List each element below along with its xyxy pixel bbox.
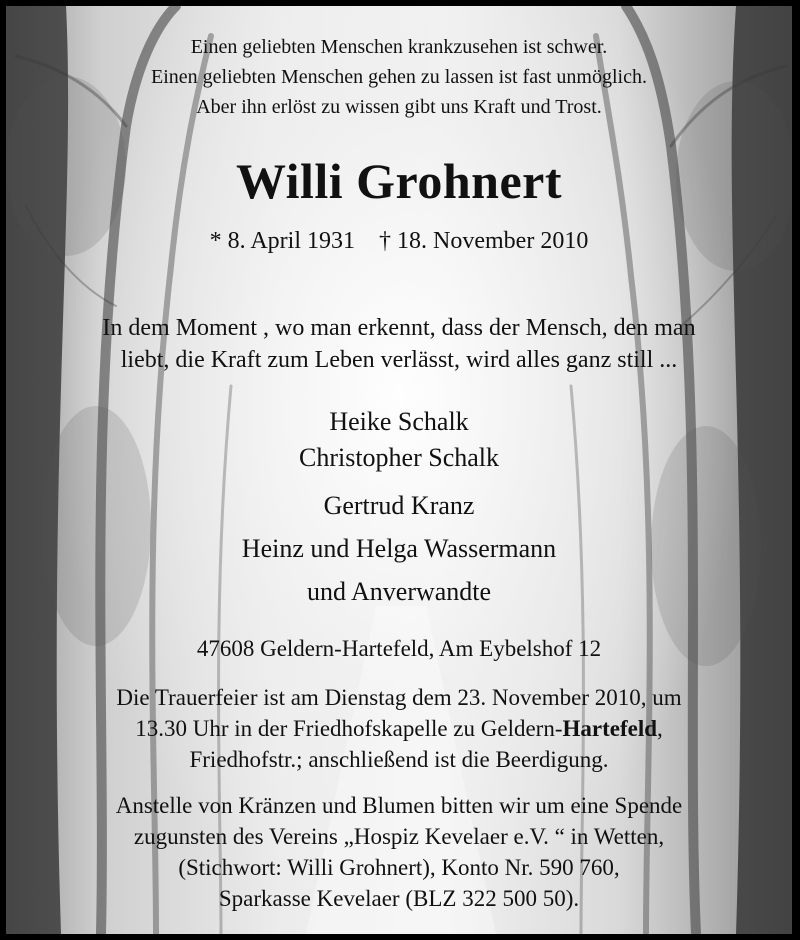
service-line: Friedhofstr.; anschließend ist die Beerdigung. xyxy=(189,747,609,772)
mourner: und Anverwandte xyxy=(306,577,492,606)
service-line: Die Trauerfeier ist am Dienstag dem 23. November 2010, um xyxy=(116,685,682,710)
mourner: Gertrud Kranz xyxy=(323,491,475,520)
service-location-bold: Hartefeld xyxy=(562,716,658,741)
family-address: 47608 Geldern-Hartefeld, Am Eybelshof 12 xyxy=(196,636,602,661)
mourner: Heike Schalk xyxy=(329,407,469,436)
donation-request xyxy=(6,790,792,914)
quote-line: In dem Moment , wo man erkennt, dass der Mensch, den man xyxy=(102,315,696,341)
quote xyxy=(6,312,792,376)
service-line xyxy=(6,713,792,744)
donation-line: Sparkasse Kevelaer (BLZ 322 500 50). xyxy=(218,886,580,911)
verse-line: Einen geliebten Menschen gehen zu lassen ist fast unmöglich. xyxy=(151,66,647,88)
donation-line: zugunsten des Vereins „Hospiz Kevelaer e.V. “ in Wetten, xyxy=(133,824,665,849)
opening-verse xyxy=(6,32,792,122)
service-text: , xyxy=(657,716,663,741)
funeral-service-info xyxy=(6,682,792,775)
life-dates xyxy=(6,228,792,255)
mourner: Heinz und Helga Wassermann xyxy=(241,534,557,563)
verse-line: Einen geliebten Menschen krankzusehen ist schwer. xyxy=(190,36,608,58)
quote-line: liebt, die Kraft zum Leben verlässt, wird alles ganz still ... xyxy=(120,347,678,373)
deceased-name: Willi Grohnert xyxy=(236,153,562,209)
donation-line: Anstelle von Kränzen und Blumen bitten wir um eine Spende xyxy=(115,793,683,818)
service-text: 13.30 Uhr in der Friedhofskapelle zu Geldern- xyxy=(135,716,563,741)
death-date: † 18. November 2010 xyxy=(379,228,589,254)
mourner: Christopher Schalk xyxy=(298,443,500,472)
birth-date: * 8. April 1931 xyxy=(209,228,356,254)
verse-line: Aber ihn erlöst zu wissen gibt uns Kraft und Trost. xyxy=(196,96,602,118)
donation-line: (Stichwort: Willi Grohnert), Konto Nr. 590 760, xyxy=(178,855,620,880)
mourners-list xyxy=(6,404,792,613)
